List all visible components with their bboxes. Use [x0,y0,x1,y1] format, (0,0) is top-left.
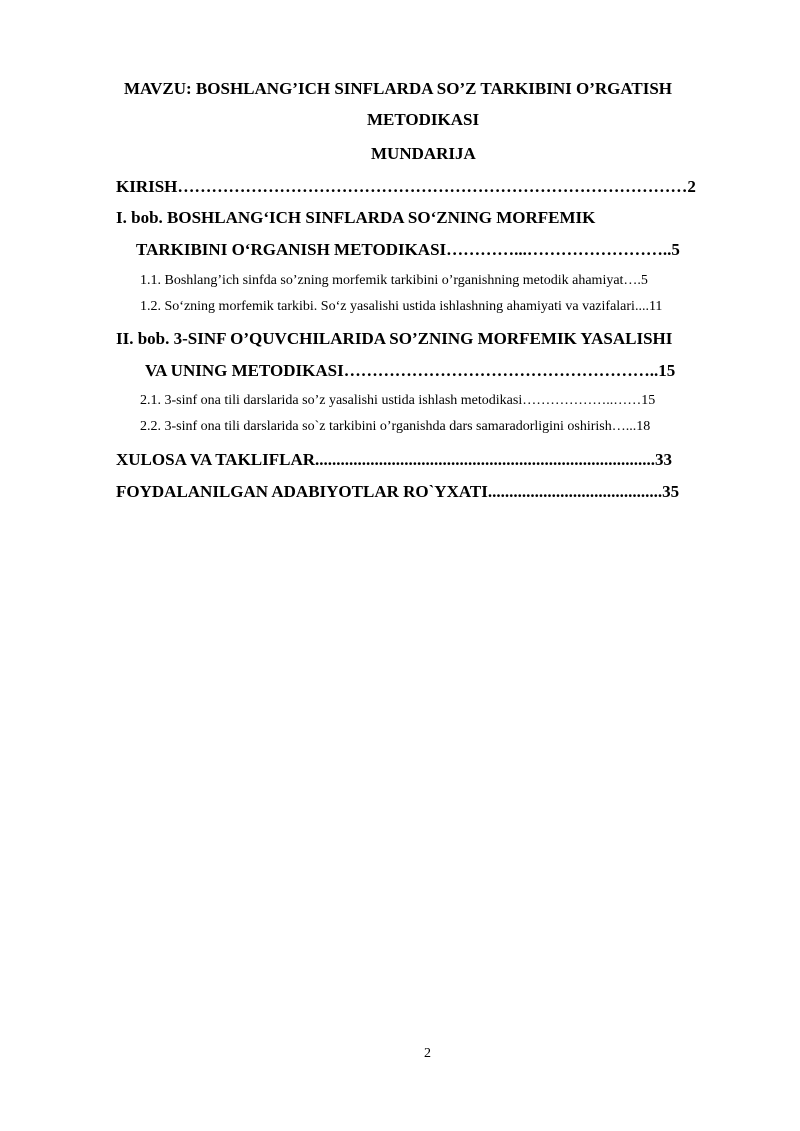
toc-entry-references: FOYDALANILGAN ADABIYOTLAR RO`YXATI.........................................35 [116,482,680,501]
toc-entry-chapter-1-line-1: I. bob. BOSHLANG‘ICH SINFLARDA SO‘ZNING MORFEMIK [116,208,596,227]
toc-entry-chapter-1-line-2: TARKIBINI O‘RGANISH METODIKASI…………...……………………..5 [136,240,680,259]
toc-entry-section-2-1: 2.1. 3-sinf ona tili darslarida so’z yasalishi ustida ishlash metodikasi………………..……15 [140,393,656,408]
toc-entry-intro: KIRISH………………………………………………………………………………2 [116,177,696,196]
toc-entry-chapter-2-line-1: II. bob. 3-SINF O’QUVCHILARIDA SO’ZNING MORFEMIK YASALISHI [116,329,673,348]
toc-heading: MUNDARIJA [371,144,476,163]
toc-entry-conclusion: XULOSA VA TAKLIFLAR................................................................................33 [116,450,673,469]
title-line-2: METODIKASI [367,110,480,129]
toc-entry-chapter-2-line-2: VA UNING METODIKASI………………………………………………..15 [145,361,676,380]
title-line-1: MAVZU: BOSHLANG’ICH SINFLARDA SO’Z TARKIBINI O’RGATISH [124,79,673,98]
page-number: 2 [424,1046,431,1061]
toc-entry-section-1-2: 1.2. So‘zning morfemik tarkibi. So‘z yasalishi ustida ishlashning ahamiyati va vazifalari....11 [140,299,663,314]
toc-entry-section-2-2: 2.2. 3-sinf ona tili darslarida so`z tarkibini o’rganishda dars samaradorligini oshirish…...18 [140,419,651,434]
toc-entry-section-1-1: 1.1. Boshlang’ich sinfda so’zning morfemik tarkibini o’rganishning metodik ahamiyat….5 [140,273,648,288]
